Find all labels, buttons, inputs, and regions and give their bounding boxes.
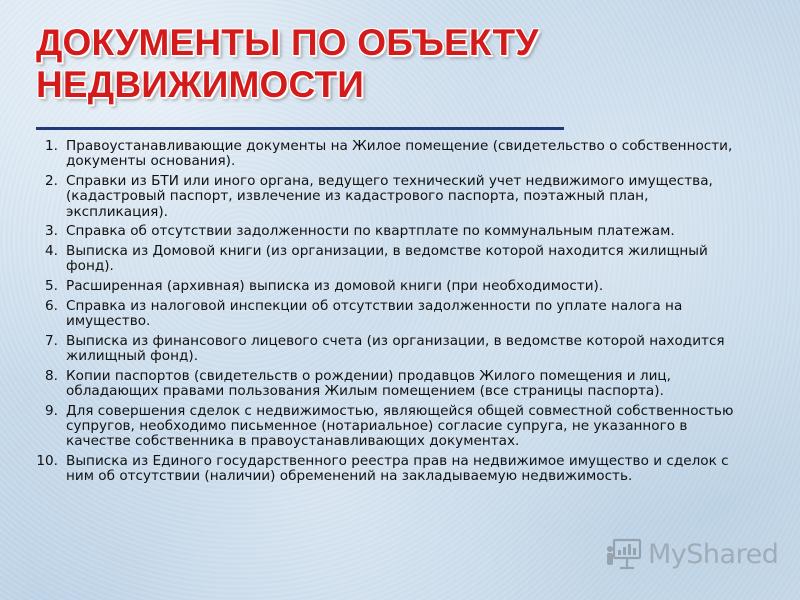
list-item-number: 3. xyxy=(45,223,58,240)
list-item xyxy=(30,224,752,239)
list-item xyxy=(30,244,752,275)
list-item-number: 8. xyxy=(45,367,58,384)
list-item-text: Выписка из финансового лицевого счета (из организации, в ведомстве которой находится жилищный фонд). xyxy=(66,332,725,364)
list-item-text: Справка об отсутствии задолженности по квартплате по коммунальным платежам. xyxy=(66,223,675,240)
list-item-number: 9. xyxy=(45,402,58,419)
list-item-text: Расширенная (архивная) выписка из домовой книги (при необходимости). xyxy=(66,278,604,294)
list-item xyxy=(30,454,752,485)
list-item-number: 4. xyxy=(45,243,58,259)
list-item xyxy=(30,404,752,450)
list-item-text: Правоустанавливающие документы на Жилое помещение (свидетельство о собственности, документы основания). xyxy=(66,138,733,170)
list-item-text: Справки из БТИ или иного органа, ведущего технический учет недвижимого имущества, (кадастровый паспорт, извлечение из кадастрового паспорта, поэтажный план, экспликация). xyxy=(66,173,713,220)
list-item xyxy=(30,334,752,365)
list-item xyxy=(30,369,752,400)
title-underline xyxy=(36,127,564,130)
list-item-text: Копии паспортов (свидетельств о рождении) продавцов Жилого помещения и лиц, обладающих правами пользования Жилым помещением (все страницы паспорта). xyxy=(66,367,672,399)
slide-title: ДОКУМЕНТЫ ПО ОБЪЕКТУ НЕДВИЖИМОСТИ xyxy=(36,22,539,105)
list-item xyxy=(30,139,752,170)
list-item-text: Выписка из Единого государственного реестра прав на недвижимое имущество и сделок с ним об отсутствии (наличии) обременений на закладываемую недвижимость. xyxy=(66,453,729,485)
list-item-text: Для совершения сделок с недвижимостью, являющейся общей совместной собственностью супругов, необходимо письменное (нотариальное) согласие супруга, не указанного в качестве собственника в правоустанавливающих документах. xyxy=(66,402,734,450)
watermark-logo xyxy=(606,536,778,572)
list-item-number: 10. xyxy=(36,453,58,469)
list-item-number: 6. xyxy=(45,297,58,314)
watermark-text: MyShared xyxy=(648,538,779,570)
list-item-text: Справка из налоговой инспекции об отсутствии задолженности по уплате налога на имущество. xyxy=(66,297,683,329)
list-item xyxy=(30,279,752,294)
presentation-board-icon xyxy=(606,537,644,571)
list-item-number: 5. xyxy=(45,278,58,294)
list-item xyxy=(30,174,752,220)
list-item xyxy=(30,299,752,330)
document-list xyxy=(30,139,752,489)
list-item-number: 2. xyxy=(45,173,58,189)
list-item-text: Выписка из Домовой книги (из организации, в ведомстве которой находится жилищный фонд). xyxy=(66,243,708,275)
list-item-number: 1. xyxy=(45,138,58,154)
list-item-number: 7. xyxy=(45,332,58,349)
